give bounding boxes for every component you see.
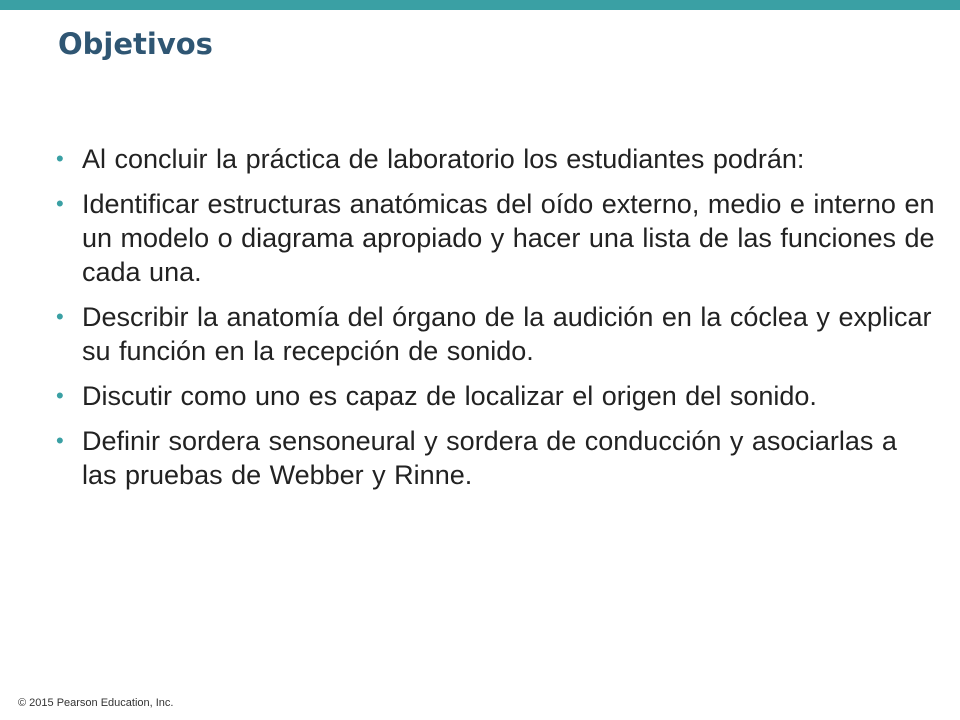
- objective-text: Discutir como uno es capaz de localizar el origen del sonido.: [82, 381, 817, 411]
- top-accent-bar: [0, 0, 960, 10]
- objective-item: [56, 424, 936, 492]
- objective-item: [56, 187, 936, 289]
- objective-text: Definir sordera sensoneural y sordera de conducción y asociarlas a las pruebas de Webber y Rinne.: [82, 426, 897, 490]
- objective-text: Identificar estructuras anatómicas del oído externo, medio e interno en un modelo o diagrama apropiado y hacer una lista de las funciones de cada una.: [82, 189, 935, 287]
- slide-title: Objetivos: [58, 27, 213, 61]
- bullet-icon: •: [56, 383, 64, 408]
- objective-item: [56, 300, 936, 368]
- copyright-footer: © 2015 Pearson Education, Inc.: [18, 697, 174, 709]
- bullet-icon: •: [56, 191, 64, 216]
- objective-text: Describir la anatomía del órgano de la audición en la cóclea y explicar su función en la recepción de sonido.: [82, 302, 932, 366]
- objectives-list: [56, 142, 936, 503]
- bullet-icon: •: [56, 146, 64, 171]
- objective-text: Al concluir la práctica de laboratorio los estudiantes podrán:: [82, 144, 805, 174]
- objective-item: [56, 379, 936, 413]
- objective-item: [56, 142, 936, 176]
- bullet-icon: •: [56, 428, 64, 453]
- bullet-icon: •: [56, 304, 64, 329]
